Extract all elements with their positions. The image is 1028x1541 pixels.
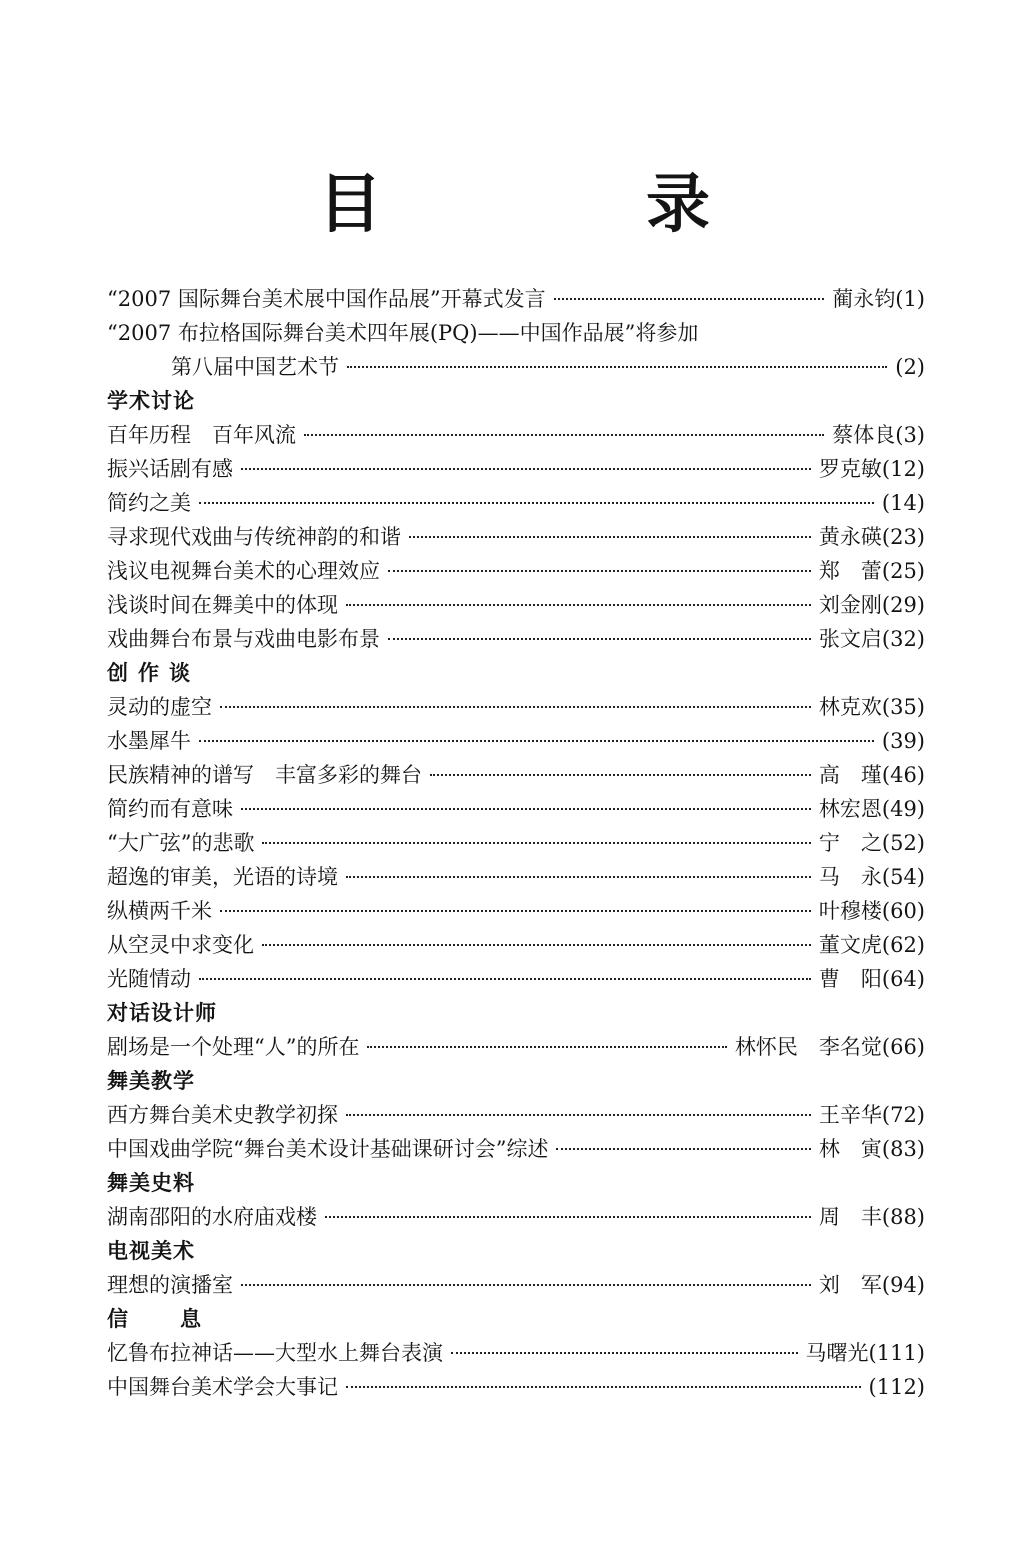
dot-leader: [388, 637, 811, 640]
dot-leader: [554, 297, 825, 300]
toc-entry[interactable]: [107, 894, 925, 928]
entry-author-page: 林克欢(35): [818, 695, 925, 719]
entry-title: 百年历程 百年风流: [107, 423, 296, 447]
entry-author-page: 叶穆楼(60): [818, 899, 925, 923]
section-heading: 电视美术: [107, 1238, 195, 1263]
entry-author-page: 蔺永钧(1): [832, 287, 925, 311]
entry-title: 忆鲁布拉神话——大型水上舞台表演: [107, 1341, 443, 1365]
dot-leader: [451, 1351, 798, 1354]
toc-entry[interactable]: [107, 418, 925, 452]
dot-leader: [325, 1215, 811, 1218]
entry-author-page: 高 瑾(46): [818, 763, 925, 787]
entry-title: 西方舞台美术史教学初探: [107, 1103, 338, 1127]
entry-title: 民族精神的谱写 丰富多彩的舞台: [107, 763, 422, 787]
entry-title: 浅谈时间在舞美中的体现: [107, 593, 338, 617]
entry-title: 从空灵中求变化: [107, 933, 254, 957]
dot-leader: [367, 1045, 726, 1048]
toc-entry[interactable]: [107, 1370, 925, 1404]
toc-entry[interactable]: [107, 282, 925, 316]
entry-title: “大广弦”的悲歌: [107, 831, 255, 855]
toc-entry[interactable]: [107, 1200, 925, 1234]
entry-author-page: 王辛华(72): [818, 1103, 925, 1127]
entry-title: 简约之美: [107, 491, 191, 515]
section-heading: 信息: [107, 1306, 253, 1331]
entry-author-page: 林怀民 李名觉(66): [734, 1035, 925, 1059]
entry-author-page: 马曙光(111): [805, 1341, 925, 1365]
entry-author-page: (112): [868, 1375, 925, 1399]
toc-entry[interactable]: [107, 452, 925, 486]
toc-entry[interactable]: [107, 1098, 925, 1132]
entry-title: 理想的演播室: [107, 1273, 233, 1297]
entry-author-page: 林宏恩(49): [818, 797, 925, 821]
toc-entry[interactable]: [107, 690, 925, 724]
entry-title: 超逸的审美，光语的诗境: [107, 865, 338, 889]
entry-author-page: 郑 蕾(25): [818, 559, 925, 583]
entry-title: 第八届中国艺术节: [171, 355, 339, 379]
entry-author-page: (2): [895, 355, 925, 379]
toc-entry[interactable]: [107, 1030, 925, 1064]
dot-leader: [199, 739, 874, 742]
entry-author-page: 林 寅(83): [818, 1137, 925, 1161]
entry-title: 水墨犀牛: [107, 729, 191, 753]
toc-entry[interactable]: [107, 1132, 925, 1166]
toc-entry[interactable]: [107, 928, 925, 962]
dot-leader: [388, 569, 811, 572]
entry-title: 纵横两千米: [107, 899, 212, 923]
entry-title: “2007 国际舞台美术展中国作品展”开幕式发言: [107, 287, 546, 311]
toc-entry[interactable]: [107, 1268, 925, 1302]
entry-title: 简约而有意味: [107, 797, 233, 821]
dot-leader: [304, 433, 824, 436]
dot-leader: [556, 1147, 810, 1150]
entry-title: 戏曲舞台布景与戏曲电影布景: [107, 627, 380, 651]
section-heading: 学术讨论: [107, 388, 195, 413]
entry-author-page: 曹 阳(64): [818, 967, 925, 991]
dot-leader: [430, 773, 811, 776]
dot-leader: [409, 535, 811, 538]
page-title: 目 录: [318, 167, 810, 242]
entry-author-page: 刘 军(94): [818, 1273, 925, 1297]
dot-leader: [241, 807, 811, 810]
dot-leader: [346, 1385, 861, 1388]
toc-entry[interactable]: [107, 554, 925, 588]
dot-leader: [262, 841, 810, 844]
toc-entry[interactable]: [107, 792, 925, 826]
toc-entry[interactable]: [107, 860, 925, 894]
toc-entry[interactable]: [107, 1336, 925, 1370]
dot-leader: [199, 501, 874, 504]
entry-author-page: 董文虎(62): [818, 933, 925, 957]
dot-leader: [241, 467, 811, 470]
toc-entry[interactable]: [107, 588, 925, 622]
section-heading: 舞美教学: [107, 1068, 195, 1093]
toc-entry[interactable]: [107, 826, 925, 860]
entry-title: 剧场是一个处理“人”的所在: [107, 1035, 360, 1059]
dot-leader: [220, 909, 811, 912]
dot-leader: [346, 1113, 811, 1116]
dot-leader: [220, 705, 811, 708]
entry-title: “2007 布拉格国际舞台美术四年展(PQ)——中国作品展”将参加: [107, 321, 699, 345]
section-heading: 创作谈: [107, 660, 200, 685]
entry-author-page: (39): [881, 729, 925, 753]
toc-entry[interactable]: [107, 316, 925, 350]
toc-entry[interactable]: [107, 622, 925, 656]
entry-author-page: 刘金刚(29): [818, 593, 925, 617]
entry-title: 灵动的虚空: [107, 695, 212, 719]
toc-entry[interactable]: [107, 962, 925, 996]
toc-entry[interactable]: [107, 350, 925, 384]
entry-author-page: 周 丰(88): [818, 1205, 925, 1229]
entry-author-page: 张文启(32): [818, 627, 925, 651]
entry-title: 浅议电视舞台美术的心理效应: [107, 559, 380, 583]
dot-leader: [346, 603, 811, 606]
dot-leader: [199, 977, 811, 980]
toc-entry[interactable]: [107, 486, 925, 520]
entry-title: 寻求现代戏曲与传统神韵的和谐: [107, 525, 401, 549]
entry-title: 湖南邵阳的水府庙戏楼: [107, 1205, 317, 1229]
dot-leader: [262, 943, 811, 946]
entry-author-page: 蔡体良(3): [832, 423, 925, 447]
entry-author-page: 宁 之(52): [818, 831, 925, 855]
toc-entry[interactable]: [107, 520, 925, 554]
dot-leader: [347, 365, 887, 368]
entry-title: 振兴话剧有感: [107, 457, 233, 481]
table-of-contents: [107, 282, 925, 1404]
entry-author-page: 马 永(54): [818, 865, 925, 889]
section-heading: 舞美史料: [107, 1170, 195, 1195]
section-heading: 对话设计师: [107, 1000, 217, 1025]
entry-title: 中国舞台美术学会大事记: [107, 1375, 338, 1399]
entry-author-page: 黄永碤(23): [818, 525, 925, 549]
entry-author-page: (14): [881, 491, 925, 515]
dot-leader: [241, 1283, 811, 1286]
entry-title: 中国戏曲学院“舞台美术设计基础课研讨会”综述: [107, 1137, 549, 1161]
toc-entry[interactable]: [107, 724, 925, 758]
dot-leader: [346, 875, 811, 878]
entry-title: 光随情动: [107, 967, 191, 991]
toc-entry[interactable]: [107, 758, 925, 792]
entry-author-page: 罗克敏(12): [818, 457, 925, 481]
